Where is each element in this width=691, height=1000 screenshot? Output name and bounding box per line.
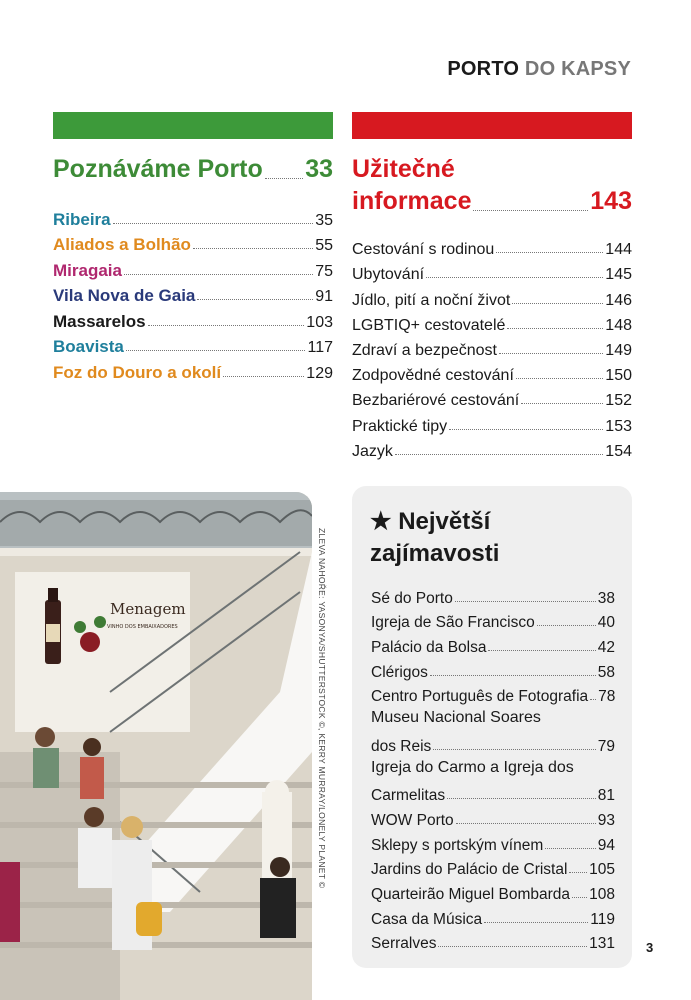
highlights-title-line2: zajímavosti: [370, 540, 500, 567]
info-list: [352, 234, 632, 461]
toc-item[interactable]: [352, 259, 632, 284]
toc-item-label: Ubytování: [352, 266, 425, 284]
highlight-label: Quarteirão Miguel Bombarda: [371, 885, 571, 903]
leader-dots: [455, 601, 596, 602]
leader-dots: [537, 625, 596, 626]
highlight-page: 58: [597, 663, 615, 681]
section-title-line2: informace: [352, 187, 472, 215]
toc-item-label: Ribeira: [53, 209, 111, 229]
highlight-page: 78: [598, 688, 616, 706]
toc-item-page: 150: [605, 367, 632, 385]
highlight-page: 131: [589, 935, 615, 953]
toc-item-page: 91: [315, 288, 333, 305]
highlight-page: 40: [597, 614, 615, 632]
leader-dots: [430, 675, 596, 676]
highlights-title: [370, 506, 499, 570]
toc-item-boavista[interactable]: [53, 332, 333, 358]
toc-item-label: Zodpovědné cestování: [352, 367, 514, 385]
highlight-page: 108: [589, 885, 615, 903]
toc-item-miragaia[interactable]: [53, 255, 333, 281]
toc-item[interactable]: [352, 335, 632, 360]
highlight-page: 94: [597, 836, 615, 854]
leader-dots: [124, 274, 313, 275]
leader-dots: [516, 378, 603, 379]
highlight-label: Palácio da Bolsa: [371, 639, 487, 657]
leader-dots: [449, 429, 603, 430]
page-number: 3: [646, 940, 654, 955]
toc-item[interactable]: [352, 234, 632, 259]
toc-item-page: 146: [605, 291, 632, 309]
toc-item[interactable]: [352, 310, 632, 335]
highlight-label: Sklepy s portským vínem: [371, 836, 544, 854]
toc-item[interactable]: [352, 410, 632, 435]
toc-item-page: 129: [306, 364, 333, 382]
photo-credit-text: ZLEVA NAHOŘE: YASONYA/SHUTTERSTOCK ©, KERRY MURRAY/LONELY PLANET ©: [317, 528, 327, 889]
green-section-bar: [53, 112, 333, 139]
highlight-item[interactable]: [371, 879, 615, 904]
toc-item-label: Jídlo, pití a noční život: [352, 291, 511, 309]
highlights-title-line1: Největší: [398, 508, 491, 535]
photo-credit: [313, 528, 331, 888]
leader-dots: [512, 303, 603, 304]
highlight-item[interactable]: [371, 904, 615, 929]
leader-dots: [223, 376, 304, 377]
toc-item-label: Jazyk: [352, 442, 393, 460]
highlight-item[interactable]: [371, 830, 615, 855]
highlight-label: Casa da Música: [371, 910, 483, 928]
header-do-kapsy: DO KAPSY: [524, 58, 631, 80]
leader-dots: [484, 922, 588, 923]
toc-item-vila-nova-de-gaia[interactable]: [53, 281, 333, 307]
district-list: [53, 204, 333, 383]
highlight-label: Sé do Porto: [371, 589, 453, 607]
leader-dots: [426, 277, 603, 278]
header-porto: PORTO: [447, 58, 520, 80]
toc-item-page: 144: [605, 241, 632, 259]
highlight-page: 93: [597, 811, 615, 829]
leader-dots: [193, 248, 313, 249]
highlights-box: [352, 486, 632, 968]
leader-dots: [499, 353, 603, 354]
highlight-item[interactable]: [371, 632, 615, 657]
toc-item[interactable]: [352, 284, 632, 309]
highlight-label-line1: Museu Nacional Soares: [371, 709, 541, 727]
toc-item[interactable]: [352, 385, 632, 410]
highlight-label-line1: Igreja do Carmo a Igreja dos: [371, 758, 574, 776]
toc-item-page: 103: [306, 313, 333, 331]
highlight-label: Clérigos: [371, 663, 428, 681]
highlight-item[interactable]: [371, 608, 615, 633]
leader-dots: [488, 650, 595, 651]
highlight-label: Jardins do Palácio de Cristal: [371, 861, 568, 879]
leader-dots: [590, 699, 596, 700]
leader-dots: [521, 403, 603, 404]
section-title-poznavame-porto[interactable]: [53, 153, 333, 185]
toc-item-label: Cestování s rodinou: [352, 241, 495, 259]
leader-dots: [433, 749, 595, 750]
highlight-item[interactable]: [371, 756, 615, 805]
highlight-item[interactable]: [371, 855, 615, 880]
highlight-item[interactable]: [371, 583, 615, 608]
photo-illustration: [0, 492, 312, 1000]
highlight-item[interactable]: [371, 929, 615, 954]
toc-item-page: 149: [605, 341, 632, 359]
toc-item-label: Massarelos: [53, 311, 146, 331]
leader-dots: [569, 872, 587, 873]
toc-item-label: LGBTIQ+ cestovatelé: [352, 316, 506, 334]
toc-item-page: 35: [315, 211, 333, 229]
highlight-label: Centro Português de Fotografia: [371, 688, 589, 706]
toc-item-page: 152: [605, 392, 632, 410]
highlight-label: Serralves: [371, 935, 437, 953]
toc-item-label: Aliados a Bolhão: [53, 235, 191, 254]
section-page-number: 33: [305, 155, 333, 183]
leader-dots: [572, 897, 587, 898]
leader-dots: [148, 325, 305, 326]
leader-dots: [265, 178, 303, 179]
toc-item-page: 148: [605, 316, 632, 334]
leader-dots: [197, 299, 313, 300]
highlight-label-line2: Carmelitas: [371, 787, 446, 805]
leader-dots: [473, 210, 588, 211]
section-title-line1: Užitečné: [352, 155, 455, 183]
highlight-page: 105: [589, 861, 615, 879]
toc-item-ribeira[interactable]: [53, 204, 333, 230]
toc-item-label: Miragaia: [53, 260, 122, 280]
highlight-page: 81: [597, 787, 615, 805]
toc-item-foz-do-douro[interactable]: [53, 357, 333, 383]
toc-item-aliados[interactable]: [53, 230, 333, 256]
leader-dots: [438, 946, 587, 947]
section-title-text: Poznáváme Porto: [53, 155, 263, 183]
toc-item-label: Praktické tipy: [352, 417, 448, 435]
book-title-header: [447, 58, 631, 81]
highlight-page: 79: [597, 737, 615, 755]
toc-item-label: Vila Nova de Gaia: [53, 286, 196, 305]
highlights-list: [371, 583, 615, 953]
highlight-page: 119: [590, 910, 615, 928]
photo-sign-subtext: VINHO DOS EMBAIXADORES: [107, 624, 178, 630]
leader-dots: [113, 223, 314, 224]
toc-item-label: Zdraví a bezpečnost: [352, 341, 497, 359]
leader-dots: [395, 454, 603, 455]
leader-dots: [496, 252, 603, 253]
highlight-page: 38: [597, 589, 615, 607]
star-icon: ★: [370, 508, 392, 535]
highlight-item[interactable]: [371, 657, 615, 682]
highlight-label: WOW Porto: [371, 811, 454, 829]
toc-item[interactable]: [352, 360, 632, 385]
toc-item-page: 55: [315, 237, 333, 254]
toc-item-massarelos[interactable]: [53, 306, 333, 332]
highlight-label: Igreja de São Francisco: [371, 614, 535, 632]
highlight-page: 42: [597, 639, 615, 657]
highlight-item[interactable]: [371, 682, 615, 707]
toc-item-page: 75: [315, 262, 333, 280]
toc-item-label: Bezbariérové cestování: [352, 392, 520, 410]
toc-item[interactable]: [352, 436, 632, 461]
leader-dots: [507, 328, 603, 329]
highlight-item[interactable]: [371, 805, 615, 830]
photo-sign-text: Menagem: [110, 600, 186, 618]
leader-dots: [545, 848, 595, 849]
toc-item-page: 154: [605, 442, 632, 460]
toc-item-label: Boavista: [53, 337, 124, 356]
red-section-bar: [352, 112, 632, 139]
section-page-number: 143: [590, 187, 632, 215]
toc-item-page: 117: [307, 339, 333, 356]
toc-item-label: Foz do Douro a okolí: [53, 362, 222, 382]
highlight-label-line2: dos Reis: [371, 737, 432, 755]
leader-dots: [447, 798, 596, 799]
toc-item-page: 153: [605, 417, 632, 435]
section-title-uzitecne-informace[interactable]: [352, 153, 632, 217]
highlight-item[interactable]: [371, 706, 615, 755]
porto-stairs-photo: [0, 492, 312, 1000]
leader-dots: [126, 350, 306, 351]
toc-item-page: 145: [605, 266, 632, 284]
leader-dots: [456, 823, 596, 824]
